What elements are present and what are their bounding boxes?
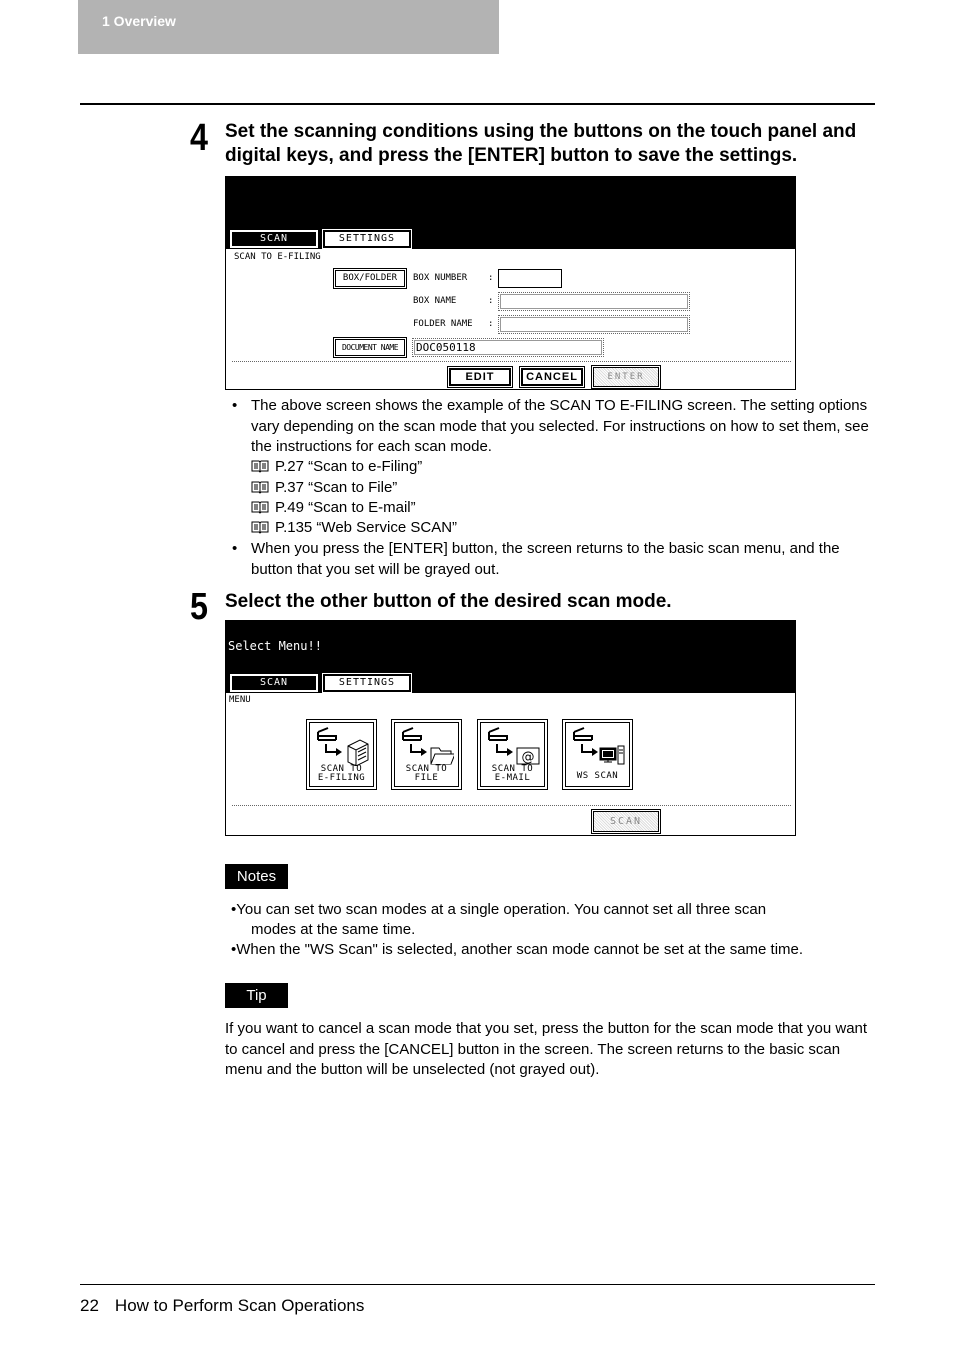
scan-button[interactable]: SCAN xyxy=(593,811,659,832)
notes-item-2: •When the "WS Scan" is selected, another scan mode cannot be set at the same time. xyxy=(231,941,804,958)
tab-scan[interactable]: SCAN xyxy=(230,230,318,248)
ref-link[interactable]: P.49 “Scan to E-mail” xyxy=(251,498,416,518)
folder-name-label: FOLDER NAME xyxy=(413,319,473,329)
step-4-number: 4 xyxy=(190,117,208,159)
step-5-text: Select the other button of the desired scan mode. xyxy=(225,591,672,612)
bullet-enter-note: When you press the [ENTER] button, the screen returns to the basic scan menu, and the button that you set will be grayed out. xyxy=(251,540,840,578)
svg-text:@: @ xyxy=(521,750,535,765)
page-footer xyxy=(80,1296,364,1316)
page-number: 22 xyxy=(80,1296,99,1315)
divider xyxy=(232,805,791,806)
colon: : xyxy=(488,319,494,329)
scan-to-email-button[interactable] xyxy=(480,722,545,787)
cancel-button[interactable]: CANCEL xyxy=(521,368,583,386)
scan-to-file-button[interactable] xyxy=(394,722,459,787)
notes-label: Notes xyxy=(225,864,288,889)
footer-title: How to Perform Scan Operations xyxy=(114,1296,365,1315)
screen-title: SCAN TO E-FILING xyxy=(234,252,321,262)
edit-button[interactable]: EDIT xyxy=(449,368,511,386)
step-4-text: Set the scanning conditions using the buttons on the touch panel and digital keys, and press the [ENTER] button to save the settings. xyxy=(225,121,857,166)
box-folder-button[interactable]: BOX/FOLDER xyxy=(335,270,405,287)
notes-item-1: •You can set two scan modes at a single operation. You cannot set all three scan xyxy=(231,901,767,918)
scan-to-efiling-button[interactable] xyxy=(309,722,374,787)
enter-button[interactable]: ENTER xyxy=(593,367,659,387)
ref-link[interactable]: P.135 “Web Service SCAN” xyxy=(251,518,457,538)
mode-label: SCAN TO E-MAIL xyxy=(491,764,534,783)
tip-text: If you want to cancel a scan mode that you set, press the button for the scan mode that you want to cancel and press the [CANCEL] button in the screen. The screen returns to the basic scan menu and the button will be unselected (not grayed out). xyxy=(225,1020,868,1078)
top-rule xyxy=(80,103,875,105)
document-name-field[interactable]: DOC050118 xyxy=(412,338,604,357)
mode-label: SCAN TO E-FILING xyxy=(317,764,366,783)
bullet-mark: • xyxy=(232,397,238,414)
chapter-label: 1 Overview xyxy=(102,13,176,29)
screen-message: Select Menu!! xyxy=(228,639,322,653)
notes-item-1-cont: modes at the same time. xyxy=(251,921,416,938)
tip-label: Tip xyxy=(225,983,288,1008)
tab-settings[interactable]: SETTINGS xyxy=(323,674,411,692)
tab-scan[interactable]: SCAN xyxy=(230,674,318,692)
ws-scan-button[interactable] xyxy=(565,722,630,787)
e-filing-icon xyxy=(314,726,369,766)
scan-to-efiling-screen xyxy=(225,176,796,390)
document-name-button[interactable]: DOCUMENT NAME xyxy=(335,339,405,356)
tab-settings[interactable]: SETTINGS xyxy=(323,230,411,248)
select-menu-screen xyxy=(225,620,796,836)
step-5-number: 5 xyxy=(190,586,208,628)
box-number-field[interactable] xyxy=(498,269,562,288)
mode-label: WS SCAN xyxy=(576,771,619,781)
box-number-label: BOX NUMBER xyxy=(413,273,468,283)
mode-label: SCAN TO FILE xyxy=(405,764,448,783)
divider xyxy=(232,361,791,362)
box-name-label: BOX NAME xyxy=(413,296,457,306)
chapter-header xyxy=(78,0,499,54)
book-icon xyxy=(251,500,269,514)
computer-icon xyxy=(570,726,625,766)
box-name-field[interactable] xyxy=(498,292,690,311)
book-icon xyxy=(251,459,269,473)
menu-label: MENU xyxy=(229,695,251,705)
bottom-rule xyxy=(80,1284,875,1285)
folder-name-field[interactable] xyxy=(498,315,690,334)
colon: : xyxy=(488,273,494,283)
bullet-mark: • xyxy=(232,540,238,557)
email-icon xyxy=(485,726,540,766)
folder-icon xyxy=(399,726,454,766)
book-icon xyxy=(251,480,269,494)
bullet-screen-note: The above screen shows the example of the SCAN TO E-FILING screen. The setting options vary depending on the scan mode that you selected. For instructions on how to set them, see the instructions for each scan mode. xyxy=(251,397,869,455)
colon: : xyxy=(488,296,494,306)
ref-link[interactable]: P.37 “Scan to File” xyxy=(251,478,397,498)
ref-link[interactable]: P.27 “Scan to e-Filing” xyxy=(251,457,422,477)
book-icon xyxy=(251,520,269,534)
